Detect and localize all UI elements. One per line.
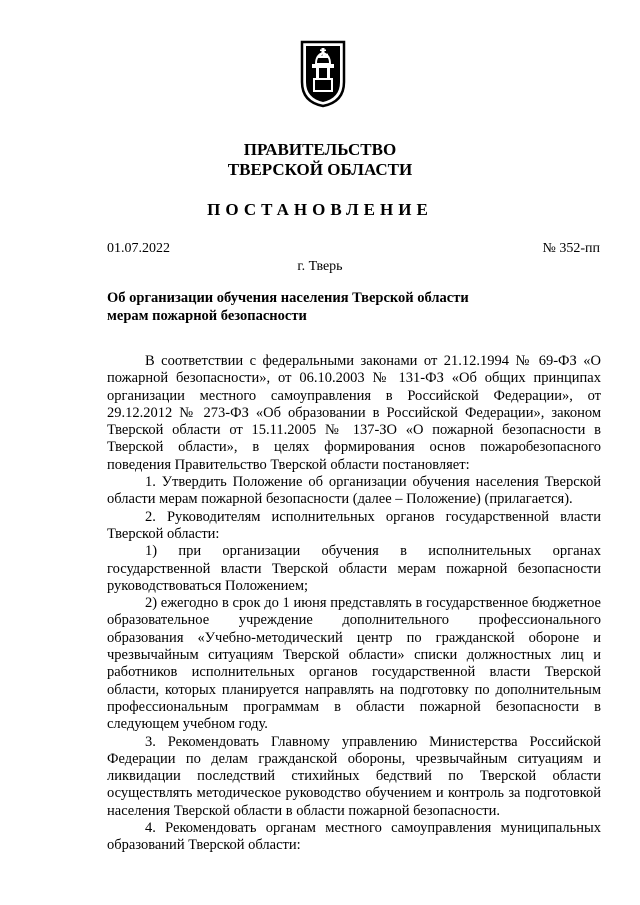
coat-of-arms-emblem xyxy=(299,40,347,108)
document-city: г. Тверь xyxy=(297,259,343,274)
paragraph-item-2-1: 1) при организации обучения в исполнительных органах государственной власти Тверской области мерам пожарной безопасности руководствоваться Положением; xyxy=(107,543,601,594)
document-date: 01.07.2022 xyxy=(107,241,170,256)
paragraph-item-2-2: 2) ежегодно в срок до 1 июня представлять в государственное бюджетное образовательное учреждение дополнительного профессионального образования «Учебно-методический центр по гражданской обороне и чрезвычайным ситуациям Тверской области» списки должностных лиц и работников исполнительных органов государственной власти Тверской области, которых планируется направлять на подготовку по дополнительным профессиональным программам в области пожарной безопасности в следующем учебном году. xyxy=(107,595,601,733)
document-type: ПОСТАНОВЛЕНИЕ xyxy=(207,200,433,219)
paragraph-preamble: В соответствии с федеральными законами от 21.12.1994 № 69-ФЗ «О пожарной безопасности», от 06.10.2003 № 131-ФЗ «Об общих принципах организации местного самоуправления в Российской Федерации», от 29.12.2012 № 273-ФЗ «Об образовании в Российской Федерации», законом Тверской области от 15.11.2005 № 137-ЗО «О пожарной безопасности в Тверской области», в целях формирования основ пожаробезопасного поведения Правительство Тверской области постановляет: xyxy=(107,353,601,473)
government-name-line1: ПРАВИТЕЛЬСТВО xyxy=(243,140,397,159)
document-body xyxy=(107,353,601,855)
document-number: № 352-пп xyxy=(542,241,600,256)
government-name-line2: ТВЕРСКОЙ ОБЛАСТИ xyxy=(227,160,413,179)
subject-line1: Об организации обучения населения Тверской области xyxy=(107,290,469,306)
paragraph-item-4: 4. Рекомендовать органам местного самоуправления муниципальных образований Тверской области: xyxy=(107,820,601,854)
paragraph-item-3: 3. Рекомендовать Главному управлению Министерства Российской Федерации по делам гражданской обороны, чрезвычайным ситуациям и ликвидации последствий стихийных бедствий по Тверской области осуществлять методическое руководство обучением и контроль за подготовкой населения Тверской области в области пожарной безопасности. xyxy=(107,733,601,819)
paragraph-item-2: 2. Руководителям исполнительных органов государственной власти Тверской области: xyxy=(107,508,601,542)
document-subject xyxy=(107,289,527,325)
subject-line2: мерам пожарной безопасности xyxy=(107,308,307,324)
paragraph-item-1: 1. Утвердить Положение об организации обучения населения Тверской области мерам пожарной безопасности (далее – Положение) (прилагается). xyxy=(107,474,601,508)
